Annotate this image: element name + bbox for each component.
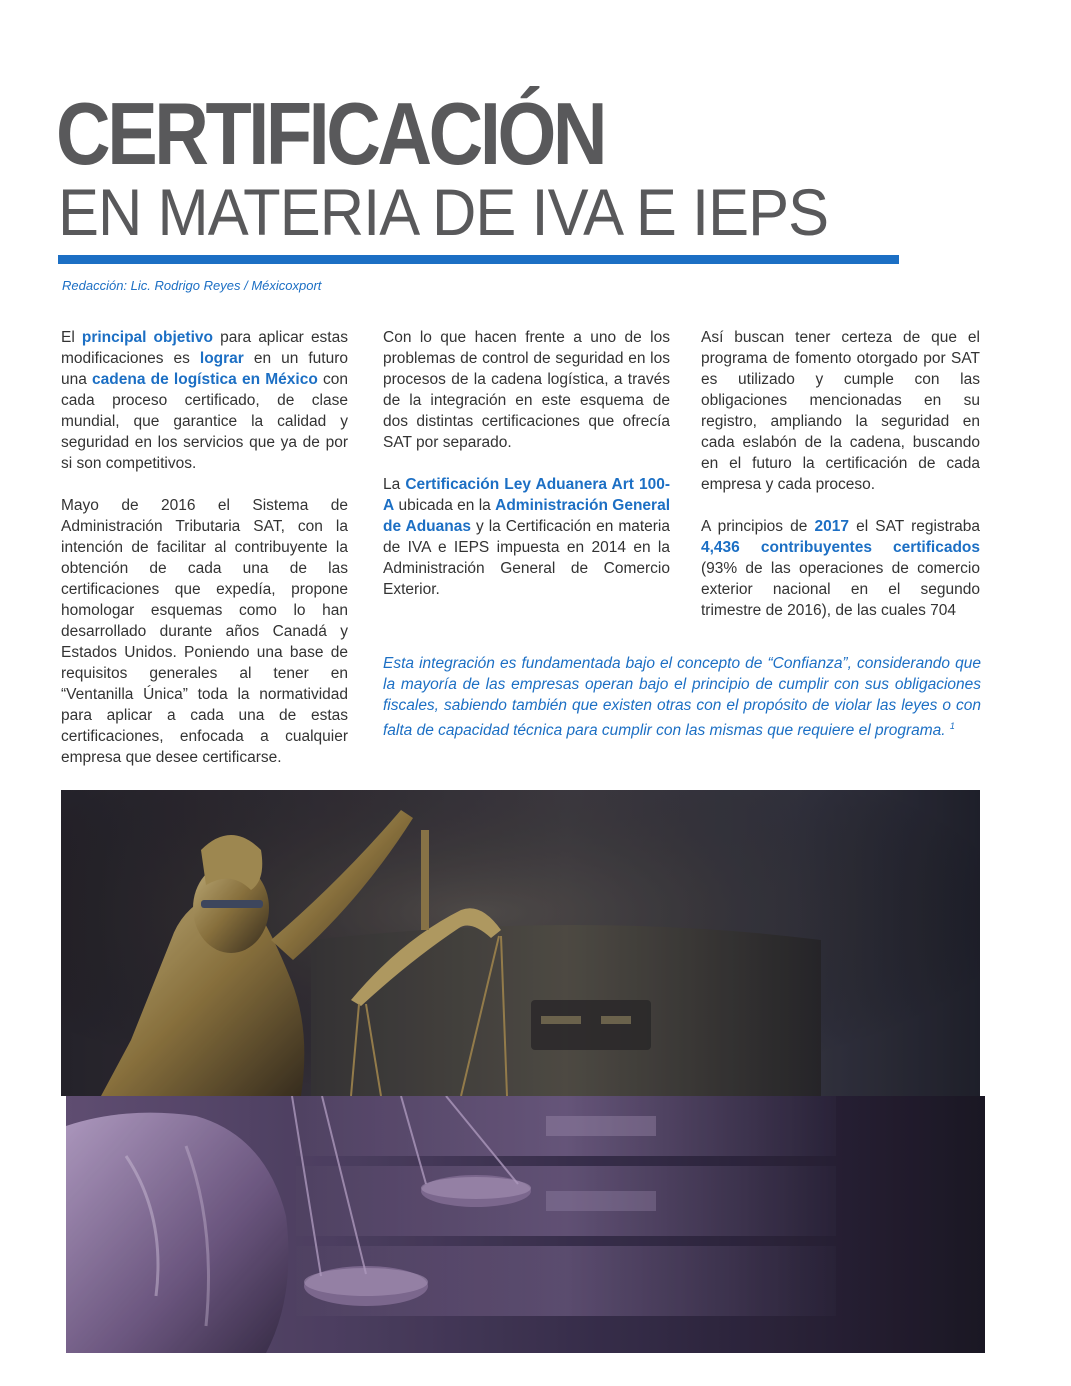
- highlight-text: 2017: [814, 518, 849, 535]
- highlight-text: lograr: [199, 350, 244, 367]
- title-underline: [58, 255, 899, 264]
- pull-quote: Esta integración es fundamentada bajo el concepto de “Confianza”, considerando que la mayoría de las empresas operan bajo el principio de cumplir con sus obligaciones fiscales, sabiendo también que existen otras con el propósito de violar las leyes o con falta de capacidad técnica para cumplir con las mismas que requiere el programa. $^1$: [383, 655, 981, 740]
- article-column-1: [61, 327, 348, 789]
- footnote-marker: 1: [949, 721, 955, 731]
- page-subtitle: EN MATERIA DE IVA E IEPS: [58, 175, 829, 249]
- article-column-2: [383, 327, 670, 621]
- paragraph: Así buscan tener certeza de que el programa de fomento otorgado por SAT es utilizado y cumple con las obligaciones mencionadas en su registro, ampliando la seguridad en cada eslabón de la cadena, buscando en el futuro la certificación de cada empresa y cada proceso.: [701, 329, 980, 493]
- justice-photo-bottom: [66, 1096, 985, 1353]
- article-column-3: [701, 327, 980, 642]
- justice-photo-top: [61, 790, 980, 1096]
- paragraph: La Certificación Ley Aduanera Art 100-A ubicada en la Administración General de Aduanas y la Certificación en materia de IVA e IEPS impuesta en 2014 en la Administración General de Comercio Exterior.: [383, 476, 670, 598]
- paragraph: El principal objetivo para aplicar estas modificaciones es lograr en un futuro una cadena de logística en México con cada proceso certificado, de clase mundial, que garantice la calidad y seguridad en los servicios que ya de por si son competitivos.: [61, 329, 348, 472]
- highlight-text: 4,436 contribuyentes certificados: [701, 539, 980, 556]
- highlight-text: Certificación Ley Aduanera Art 100-A: [383, 476, 670, 514]
- justice-statue-image: [61, 790, 980, 1096]
- highlight-text: principal objetivo: [81, 329, 213, 346]
- page-title: CERTIFICACIÓN: [56, 84, 605, 183]
- paragraph: Mayo de 2016 el Sistema de Administración Tributaria SAT, con la intención de facilitar al contribuyente la obtención de cada una de las certificaciones que expedía, propone homologar esquemas como lo han desarrollado durante años Canadá y Estados Unidos. Poniendo una base de requisitos generales al tener en “Ventanilla Única” toda la normatividad para aplicar a cada una de estas certificaciones, enfocada a cualquier empresa que desee certificarse.: [61, 497, 348, 766]
- byline: Redacción: Lic. Rodrigo Reyes / Méxicoxport: [62, 278, 322, 293]
- paragraph: A principios de 2017 el SAT registraba 4,436 contribuyentes certificados (93% de las operaciones de comercio exterior nacional en el segundo trimestre de 2016), de las cuales 704: [701, 518, 980, 619]
- highlight-text: cadena de logística en México: [92, 371, 318, 388]
- justice-statue-image-lower: [66, 1096, 985, 1353]
- highlight-text: Administración General de Aduanas: [383, 497, 670, 535]
- paragraph: Con lo que hacen frente a uno de los problemas de control de seguridad en los procesos de la cadena logística, a través de la integración en este esquema de dos distintas certificaciones que ofrecía SAT por separado.: [383, 329, 670, 451]
